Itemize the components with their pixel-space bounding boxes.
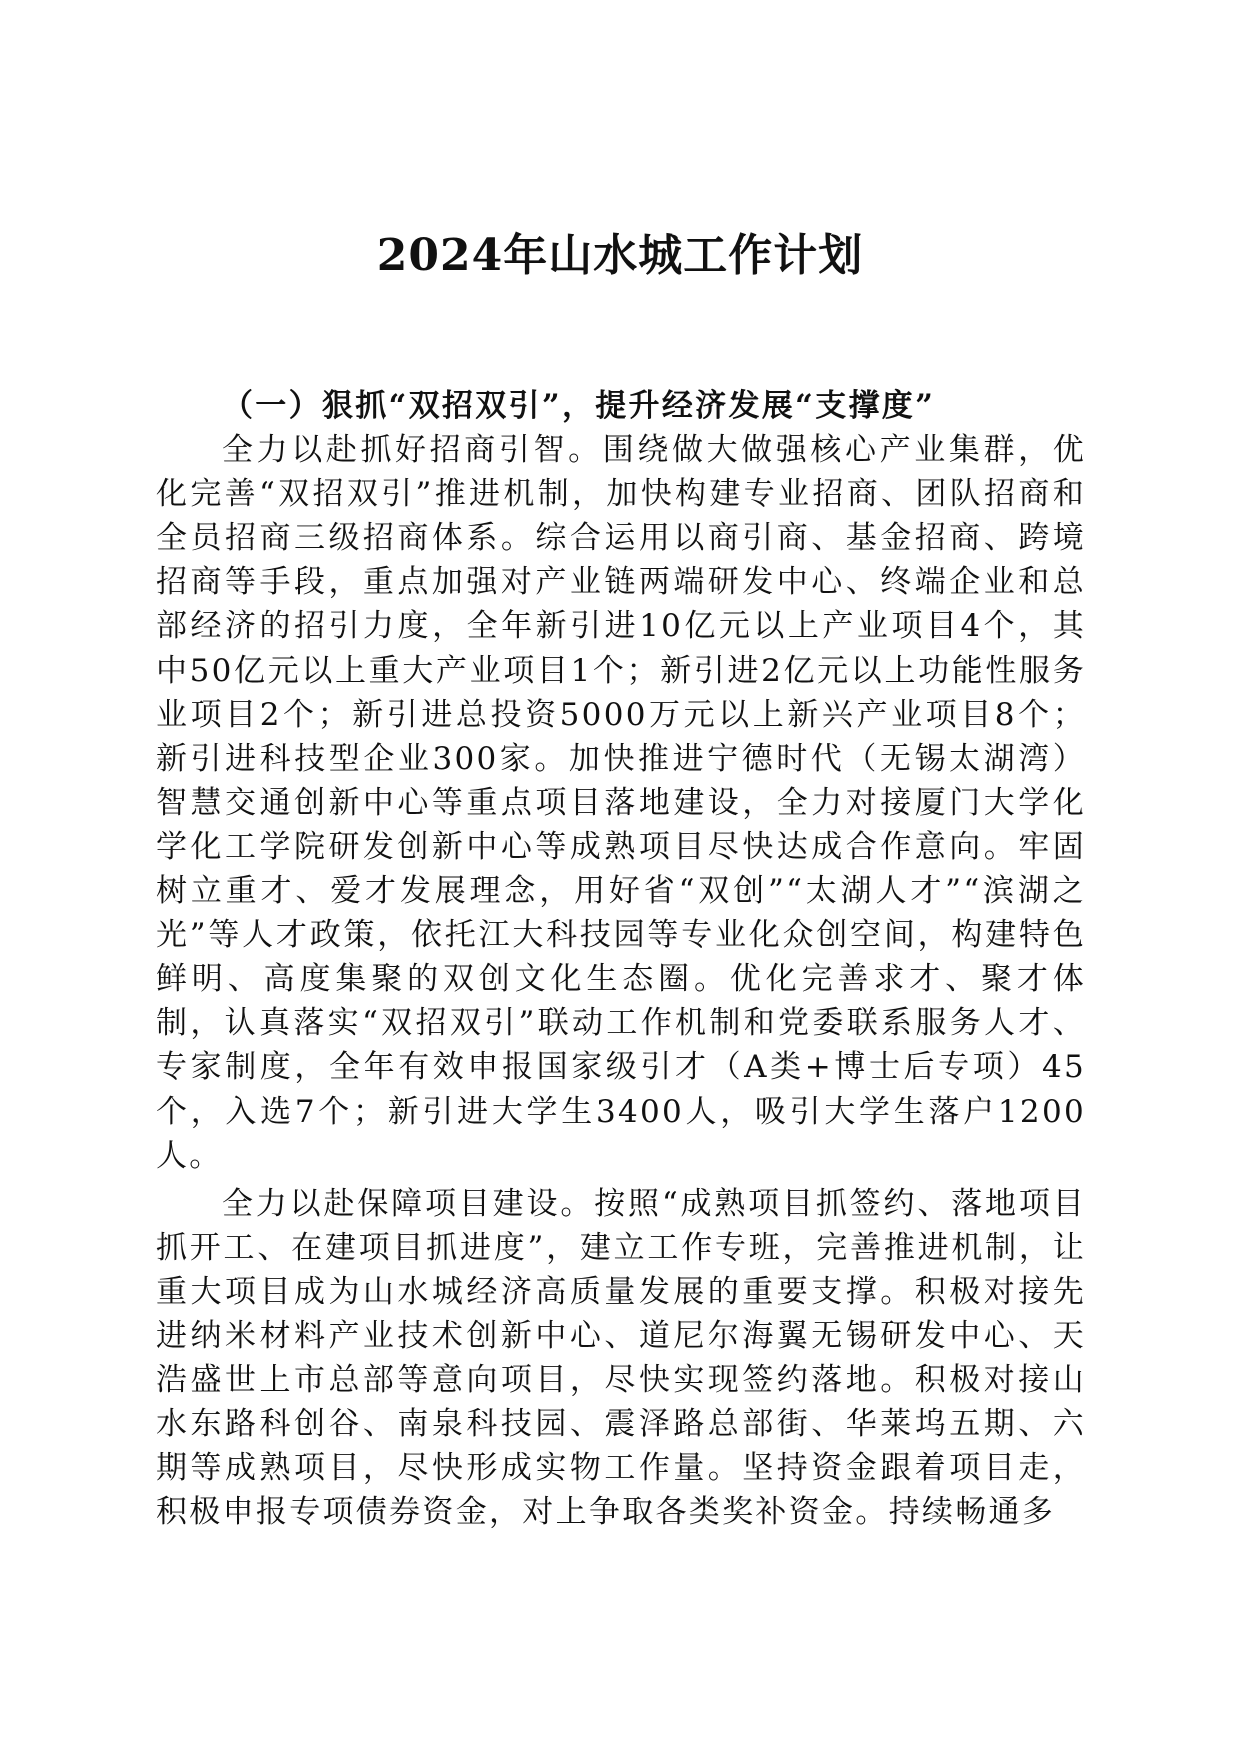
paragraph-investment-talent: 全力以赴抓好招商引智。围绕做大做强核心产业集群，优化完善“双招双引”推进机制，加快构建专业招商、团队招商和全员招商三级招商体系。综合运用以商引商、基金招商、跨境招商等手段，重点加强对产业链两端研发中心、终端企业和总部经济的招引力度，全年新引进10亿元以上产业项目4个，其中50亿元以上重大产业项目1个；新引进2亿元以上功能性服务业项目2个；新引进总投资5000万元以上新兴产业项目8个；新引进科技型企业300家。加快推进宁德时代（无锡太湖湾）智慧交通创新中心等重点项目落地建设，全力对接厦门大学化学化工学院研发创新中心等成熟项目尽快达成合作意向。牢固树立重才、爱才发展理念，用好省“双创”“太湖人才”“滨湖之光”等人才政策，依托江大科技园等专业化众创空间，构建特色鲜明、高度集聚的双创文化生态圈。优化完善求才、聚才体制，认真落实“双招双引”联动工作机制和党委联系服务人才、专家制度，全年有效申报国家级引才（A类+博士后专项）45个，入选7个；新引进大学生3400人，吸引大学生落户1200人。 [156,432,1086,1174]
paragraph-project-construction: 全力以赴保障项目建设。按照“成熟项目抓签约、落地项目抓开工、在建项目抓进度”，建立工作专班，完善推进机制，让重大项目成为山水城经济高质量发展的重要支撑。积极对接先进纳米材料产业技术创新中心、道尼尔海翼无锡研发中心、天浩盛世上市总部等意向项目，尽快实现签约落地。积极对接山水东路科创谷、南泉科技园、震泽路总部街、华莱坞五期、六期等成熟项目，尽快形成实物工作量。坚持资金跟着项目走，积极申报专项债券资金，对上争取各类奖补资金。持续畅通多 [156,1185,1086,1531]
document-title: 2024年山水城工作计划 [376,230,864,281]
section-heading: （一）狠抓“双招双引”，提升经济发展“支撑度” [222,388,936,424]
document-body [156,384,1086,1534]
